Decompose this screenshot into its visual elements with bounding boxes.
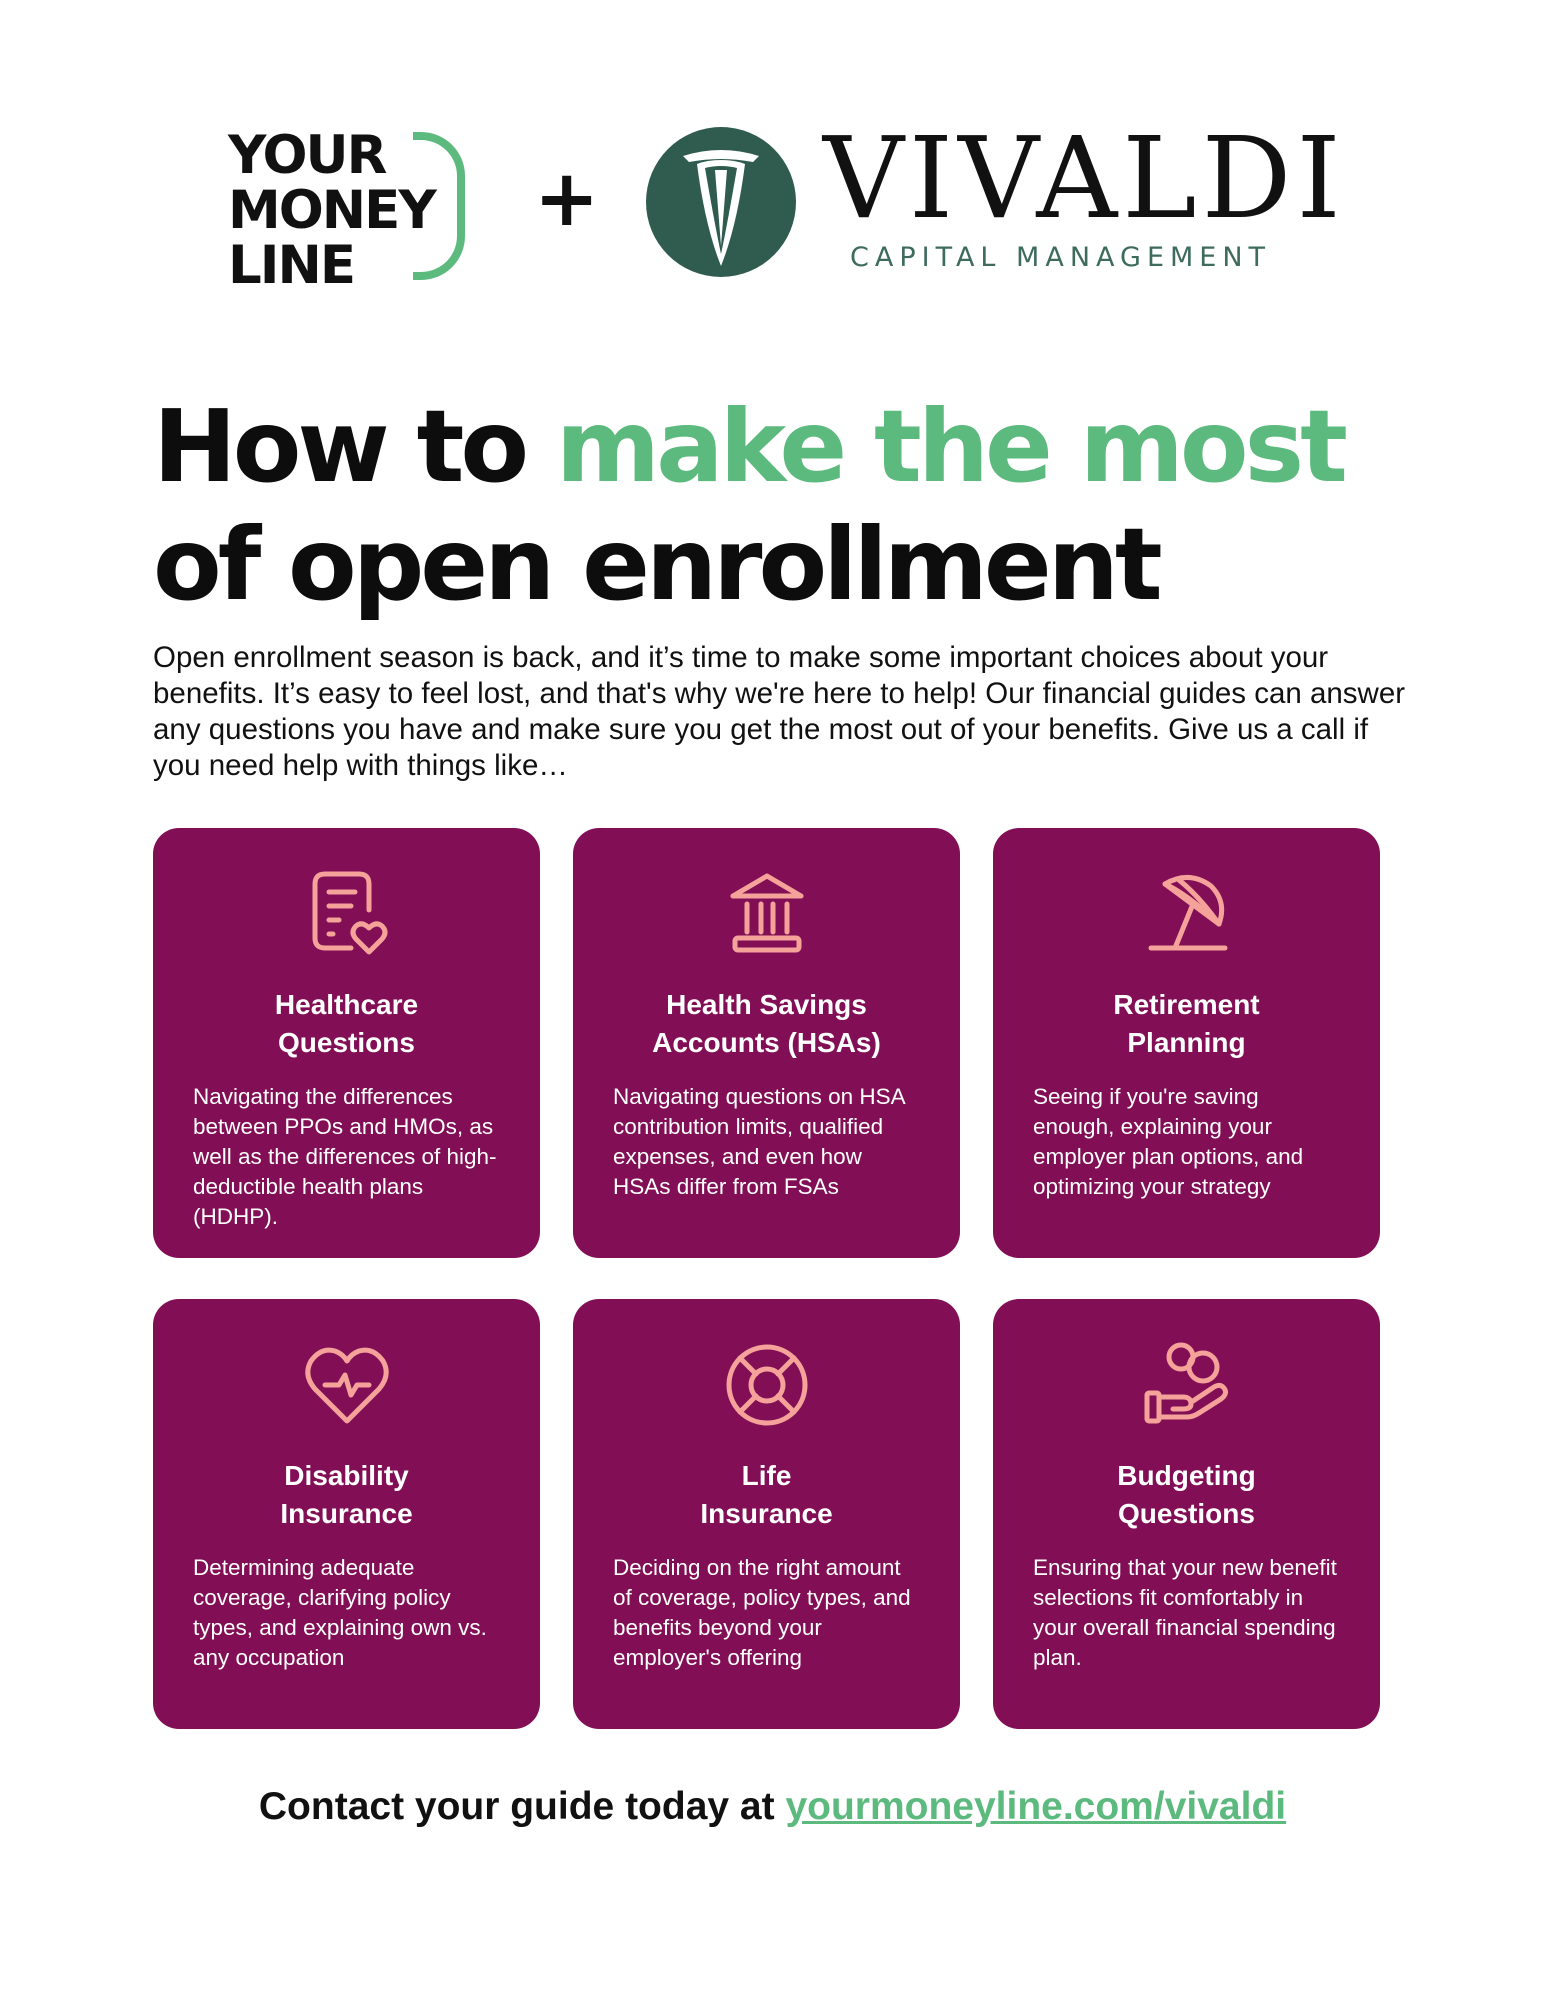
- card-description: Determining adequate coverage, clarifying policy types, and explaining own vs. any occupation: [193, 1555, 487, 1670]
- intro-paragraph: Open enrollment season is back, and it’s time to make some important choices about your benefits. It’s easy to feel lost, and that's why we're here to help! Our financial guides can answer any questions you have and make sure you get the most out of your benefits. Give us a call if you need help with things like…: [153, 641, 1406, 782]
- bank-icon: [719, 866, 815, 962]
- logo-bar: [0, 114, 1545, 298]
- card-hsa: [573, 828, 960, 1258]
- title-part-2: of open enrollment: [153, 506, 1159, 623]
- lifebuoy-icon: [719, 1337, 815, 1433]
- beach-umbrella-icon: [1139, 866, 1235, 962]
- topic-cards: [153, 828, 1383, 1729]
- vivaldi-subtitle: CAPITAL MANAGEMENT: [850, 242, 1272, 273]
- card-title: Healthcare Questions: [274, 989, 419, 1058]
- logo-line-1: YOUR: [228, 125, 386, 186]
- logo-line-3: LINE: [228, 235, 355, 296]
- card-budgeting: [993, 1299, 1380, 1729]
- vivaldi-emblem-icon: [645, 126, 797, 278]
- title-accent: make the most: [555, 388, 1344, 505]
- title-part-1: How to: [153, 388, 556, 505]
- card-description: Navigating the differences between PPOs and HMOs, as well as the differences of high-deductible health plans (HDHP).: [193, 1084, 497, 1229]
- card-life: [573, 1299, 960, 1729]
- card-healthcare: [153, 828, 540, 1258]
- card-title: Budgeting Questions: [1117, 1460, 1256, 1529]
- card-disability: [153, 1299, 540, 1729]
- your-money-line-logo: [228, 125, 435, 296]
- card-title: Disability Insurance: [280, 1460, 413, 1529]
- heart-pulse-icon: [299, 1337, 395, 1433]
- page-title: [153, 388, 1433, 624]
- contact-line: [0, 1785, 1545, 1829]
- hand-coins-icon: [1139, 1337, 1235, 1433]
- card-title: Health Savings Accounts (HSAs): [652, 989, 881, 1058]
- card-description: Seeing if you're saving enough, explaining your employer plan options, and optimizing your strategy: [1033, 1084, 1304, 1199]
- logo-bracket-icon: [413, 132, 465, 280]
- contact-link[interactable]: yourmoneyline.com/vivaldi: [785, 1785, 1287, 1828]
- vivaldi-wordmark: VIVALDI: [823, 114, 1346, 244]
- card-title: Retirement Planning: [1113, 989, 1260, 1058]
- card-retirement: [993, 828, 1380, 1258]
- document-heart-icon: [299, 866, 395, 962]
- plus-sign: +: [534, 154, 600, 244]
- contact-text: Contact your guide today at: [258, 1785, 786, 1828]
- logo-line-2: MONEY: [228, 180, 435, 241]
- card-description: Ensuring that your new benefit selections fit comfortably in your overall financial spending plan.: [1033, 1555, 1337, 1670]
- card-description: Navigating questions on HSA contribution limits, qualified expenses, and even how HSAs differ from FSAs: [613, 1084, 905, 1199]
- card-title: Life Insurance: [700, 1460, 833, 1529]
- card-description: Deciding on the right amount of coverage, policy types, and benefits beyond your employer's offering: [613, 1555, 911, 1670]
